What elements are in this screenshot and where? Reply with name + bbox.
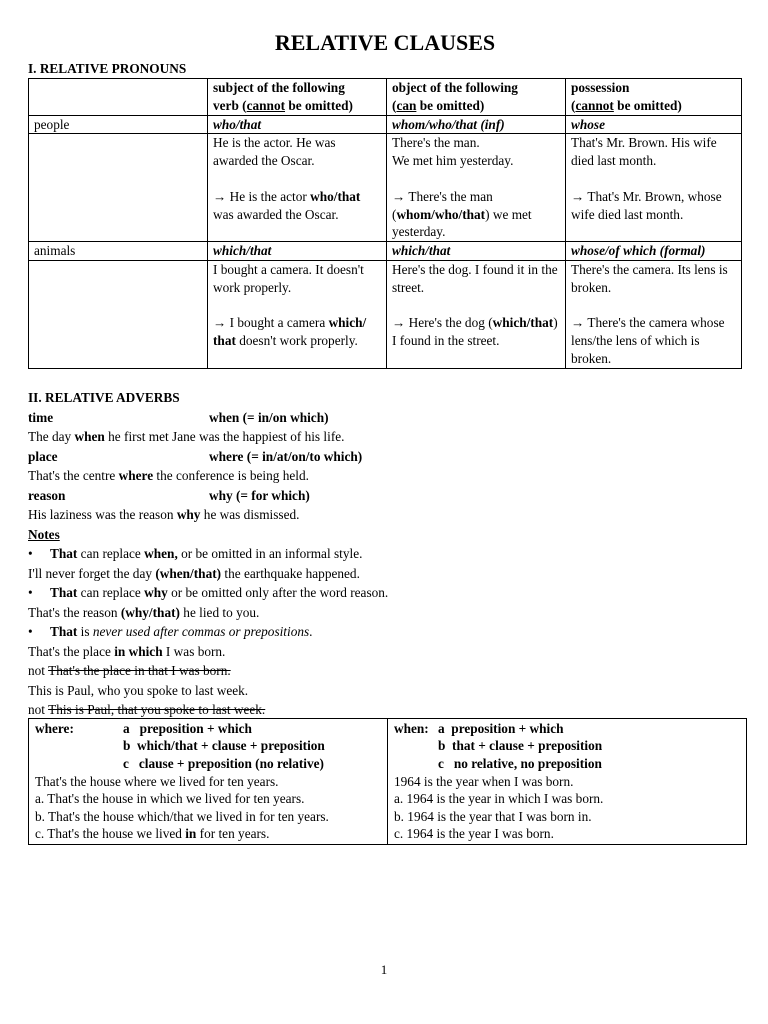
animals-possession-example: There's the camera. Its lens is broken. → There's the camera whose lens/the lens of which is broken. [566, 260, 742, 368]
adverbs-list [28, 408, 742, 525]
right-arrow-icon: → [392, 315, 406, 331]
note-1: • That can replace when, or be omitted in an informal style. [28, 544, 742, 564]
where-when-box [28, 718, 747, 845]
note-3-example-3: This is Paul, who you spoke to last week. [28, 682, 249, 698]
when-column: when: a preposition + which b that + clause + preposition c no relative, no preposition 1964 is the year when I was born. a. 1964 is the year in which I was born. b. 1964 is the year that I was born in. c. 1964 is the year I was born. [388, 718, 747, 844]
where-column: where: a preposition + which b which/that + clause + preposition c clause + preposition (no relative) That's the house where we lived for ten years. a. That's the house in which we lived for ten years. b. That's the house which/that we lived in for ten years. c. That's the house we lived in for ten years. [29, 718, 388, 844]
right-arrow-icon: → [571, 188, 585, 204]
page-number: 1 [380, 962, 388, 977]
note-3-example-2: not That's the place in that I was born. [28, 663, 231, 679]
section-heading-pronouns: I. RELATIVE PRONOUNS [28, 61, 187, 76]
header-object: object of the following (can be omitted) [387, 79, 566, 116]
animals-possession: whose/of which (formal) [566, 242, 742, 261]
note-2-example: That's the reason (why/that) he lied to you. [28, 604, 260, 620]
bullet-icon: • [28, 624, 33, 640]
note-3-example-1: That's the place in which I was born. [28, 643, 226, 659]
people-object: whom/who/that (inf) [387, 115, 566, 134]
bullet-icon: • [28, 585, 33, 601]
people-possession: whose [566, 115, 742, 134]
table-row-people [29, 115, 742, 134]
row-label-people: people [29, 115, 208, 134]
adverb-example-time: The day when he first met Jane was the happiest of his life. [28, 429, 345, 445]
right-arrow-icon: → [213, 315, 227, 331]
table-row-animals [29, 242, 742, 261]
note-1-example: I'll never forget the day (when/that) the earthquake happened. [28, 565, 360, 581]
right-arrow-icon: → [213, 188, 227, 204]
notes-section [28, 525, 742, 720]
header-empty-cell [29, 79, 208, 116]
table-header-row [29, 79, 742, 116]
animals-object-example: Here's the dog. I found it in the street. → Here's the dog (which/that) I found in the street. [387, 260, 566, 368]
animals-subject-example: I bought a camera. It doesn't work properly. → I bought a camera which/ that doesn't work properly. [208, 260, 387, 368]
adverb-term-reason: reason why (= for which) [28, 487, 310, 503]
table-row-people-examples [29, 134, 742, 242]
row-label-animals: animals [29, 242, 208, 261]
right-arrow-icon: → [571, 315, 585, 331]
header-subject: subject of the following verb (cannot be omitted) [208, 79, 387, 116]
people-object-example: There's the man. We met him yesterday. → There's the man (whom/who/that) we met yesterday. [387, 134, 566, 242]
table-row-animals-examples [29, 260, 742, 368]
note-3: • That is never used after commas or prepositions. [28, 622, 742, 642]
right-arrow-icon: → [392, 188, 406, 204]
adverb-example-reason: His laziness was the reason why he was dismissed. [28, 507, 300, 523]
notes-heading: Notes [28, 526, 60, 542]
animals-object: which/that [387, 242, 566, 261]
people-possession-example: That's Mr. Brown. His wife died last month. → That's Mr. Brown, whose wife died last month. [566, 134, 742, 242]
adverb-term-place: place where (= in/at/on/to which) [28, 448, 363, 464]
people-subject: who/that [208, 115, 387, 134]
animals-subject: which/that [208, 242, 387, 261]
page-title: RELATIVE CLAUSES [274, 30, 496, 55]
header-possession: possession (cannot be omitted) [566, 79, 742, 116]
section-heading-adverbs: II. RELATIVE ADVERBS [28, 389, 180, 405]
note-2: • That can replace why or be omitted only after the word reason. [28, 583, 742, 603]
adverb-example-place: That's the centre where the conference is being held. [28, 468, 309, 484]
note-3-example-4: not This is Paul, that you spoke to last week. [28, 702, 266, 718]
relative-pronouns-table [28, 78, 742, 369]
page [28, 0, 742, 845]
bullet-icon: • [28, 546, 33, 562]
people-subject-example: He is the actor. He was awarded the Oscar. → He is the actor who/that was awarded the Oscar. [208, 134, 387, 242]
adverb-term-time: time when (= in/on which) [28, 409, 329, 425]
